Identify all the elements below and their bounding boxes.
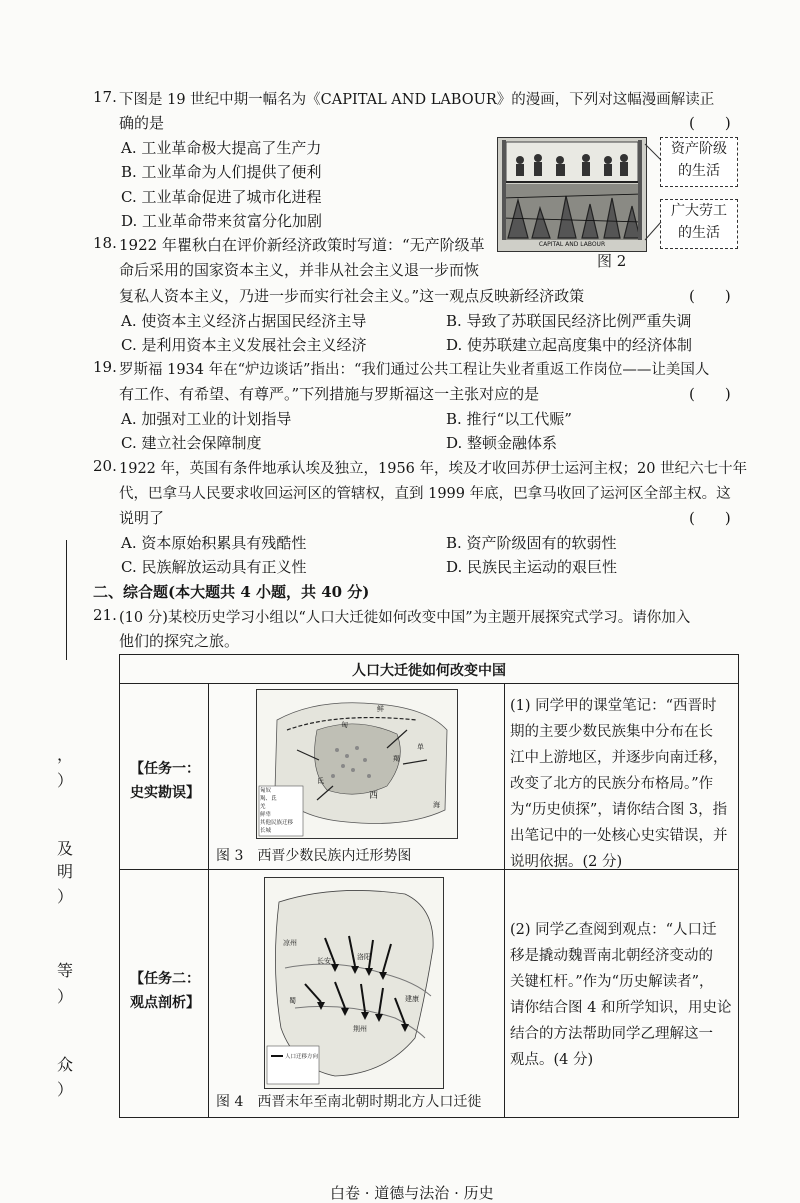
task1-label [130, 757, 200, 805]
map3-legend [260, 787, 293, 835]
subquestion1-line: 说明依据。(2 分) [510, 854, 623, 870]
q20-option-b: B. 资产阶级固有的软弱性 [446, 534, 617, 552]
q19-option-a: A. 加强对工业的计划指导 [121, 410, 292, 428]
margin-binding-line-top [66, 540, 67, 660]
map4-label: 洛阳 [357, 953, 371, 961]
map3-legend-item: 其他民族迁移 [260, 820, 294, 826]
subquestion1-line: 为“历史侦探”，请你结合图 3，指 [510, 802, 728, 818]
map3-label: 鲜 [377, 705, 384, 713]
subquestion1-line: 出笔记中的一处核心史实错误，并 [510, 828, 728, 844]
top-annotation-line2: 的生活 [678, 163, 720, 179]
q20-answer-paren: ( ) [689, 509, 731, 527]
figure2-annotation-connectors [644, 140, 662, 250]
q21-stem-line1: (10 分)某校历史学习小组以“人口大迁徙如何改变中国”为主题开展探究式学习。请你加入 [119, 610, 691, 626]
q20-stem-line2: 代，巴拿马人民要求收回运河区的管辖权，直到 1999 年底，巴拿马收回了运河区全部主权。这 [119, 486, 731, 502]
q17-option-a: A. 工业革命极大提高了生产力 [121, 139, 322, 157]
figure2-cartoon-caption: CAPITAL AND LABOUR [538, 241, 606, 248]
table-title: 人口大迁徙如何改变中国 [352, 663, 506, 679]
map3-label: 氐 [317, 777, 324, 785]
q18-answer-paren: ( ) [689, 287, 731, 305]
top-annotation-line1: 资产阶级 [671, 141, 727, 157]
figure4-caption: 图 4 西晋末年至南北朝时期北方人口迁徙 [216, 1094, 482, 1110]
q20-option-d: D. 民族民主运动的艰巨性 [446, 558, 618, 576]
margin-char: 众 [57, 1055, 74, 1074]
map3-legend-item: 鲜卑 [260, 812, 272, 818]
q19-option-c: C. 建立社会保障制度 [121, 434, 262, 452]
section2-heading: 二、综合题(本大题共 4 小题，共 40 分) [93, 583, 370, 601]
q20-number: 20. [93, 457, 117, 475]
map3-label: 海 [433, 801, 440, 809]
margin-char: ） [57, 771, 74, 790]
bottom-annotation-line2: 的生活 [678, 225, 720, 241]
map4-label: 长安 [317, 957, 331, 965]
q21-number: 21. [93, 606, 117, 624]
subquestion2-line: 结合的方法帮助同学乙理解这一 [510, 1026, 713, 1042]
q17-answer-paren: ( ) [689, 114, 731, 132]
map3-legend-item: 长城 [260, 828, 272, 834]
map4-label: 凉州 [283, 939, 297, 947]
q19-number: 19. [93, 358, 117, 376]
margin-char: ） [57, 887, 74, 906]
subquestion1-line: 期的主要少数民族集中分布在长 [510, 724, 713, 740]
q18-option-c: C. 是利用资本主义发展社会主义经济 [121, 336, 367, 354]
q17-stem-line1: 下图是 19 世纪中期一幅名为《CAPITAL AND LABOUR》的漫画，下列对这幅漫画解读正 [119, 92, 715, 108]
subquestion2-line: 移是撬动魏晋南北朝经济变动的 [510, 948, 713, 964]
margin-char: ， [57, 745, 74, 764]
q19-stem-line2: 有工作、有希望、有尊严。”下列措施与罗斯福这一主张对应的是 [119, 385, 540, 403]
q21-table [119, 654, 739, 1118]
map3-legend-item: 羯、氐 [260, 796, 277, 802]
margin-char: ） [57, 1080, 74, 1099]
margin-char: 等 [57, 961, 74, 980]
subquestion2-line: 请你结合图 4 和所学知识，用史论 [510, 1000, 732, 1016]
figure3-caption: 图 3 西晋少数民族内迁形势图 [216, 848, 412, 864]
figure4-map [264, 877, 444, 1089]
q18-stem-line3: 复私人资本主义，乃进一步而实行社会主义。”这一观点反映新经济政策 [119, 287, 585, 305]
map3-legend-item: 匈奴 [260, 788, 272, 794]
q19-option-d: D. 整顿金融体系 [446, 434, 558, 452]
subquestion1-line: (1) 同学甲的课堂笔记：“西晋时 [510, 698, 717, 714]
figure3-map [256, 689, 458, 839]
q18-option-a: A. 使资本主义经济占据国民经济主导 [121, 312, 367, 330]
q21-subquestion1 [510, 693, 734, 875]
figure2-bottom-annotation [660, 199, 738, 249]
task2-label-line1: 【任务二： [130, 971, 200, 987]
task2-label-line2: 观点剖析】 [130, 995, 200, 1011]
margin-char: ） [57, 987, 74, 1006]
page-footer: 白卷 · 道德与法治 · 历史 [330, 1184, 494, 1202]
q20-option-c: C. 民族解放运动具有正义性 [121, 558, 307, 576]
map4-label: 荆州 [353, 1025, 367, 1033]
map4-legend: 人口迁移方向 [285, 1054, 319, 1060]
q18-stem-line1: 1922 年瞿秋白在评价新经济政策时写道：“无产阶级革 [119, 236, 485, 254]
q21-subquestion2 [510, 917, 734, 1073]
map3-legend-item: 羌 [260, 804, 266, 810]
q17-option-c: C. 工业革命促进了城市化进程 [121, 188, 322, 206]
map3-label: 西 [369, 791, 379, 801]
q18-option-d: D. 使苏联建立起高度集中的经济体制 [446, 336, 693, 354]
map3-label: 羯 [393, 755, 400, 763]
q18-stem-line2: 命后采用的国家资本主义，并非从社会主义退一步而恢 [119, 261, 480, 279]
subquestion2-line: 关键杠杆。”作为“历史解读者”， [510, 974, 714, 990]
subquestion2-line: (2) 同学乙查阅到观点：“人口迁 [510, 922, 717, 938]
q17-option-b: B. 工业革命为人们提供了便利 [121, 163, 322, 181]
figure2-top-annotation [660, 137, 738, 187]
figure2-cartoon-image [497, 137, 647, 252]
map4-label: 建康 [405, 995, 419, 1003]
q20-option-a: A. 资本原始积累具有残酷性 [121, 534, 307, 552]
task1-label-line2: 史实勘误】 [130, 785, 200, 801]
q20-stem-line3: 说明了 [119, 509, 165, 527]
q19-stem-line1: 罗斯福 1934 年在“炉边谈话”指出：“我们通过公共工程让失业者重返工作岗位——让美国人 [119, 362, 710, 378]
map4-label: 蜀 [289, 997, 296, 1005]
figure2-label: 图 2 [597, 252, 627, 270]
q18-number: 18. [93, 234, 117, 252]
q20-stem-line1: 1922 年，英国有条件地承认埃及独立，1956 年，埃及才收回苏伊士运河主权；20 世纪六七十年 [119, 461, 748, 477]
map3-label: 单 [417, 743, 424, 751]
q19-answer-paren: ( ) [689, 385, 731, 403]
q17-stem-line2: 确的是 [119, 114, 165, 132]
margin-char: 及 [57, 839, 74, 858]
bottom-annotation-line1: 广大劳工 [671, 203, 727, 219]
subquestion1-line: 江中上游地区，并逐步向南迁移， [510, 750, 728, 766]
map3-label: 匈 [341, 721, 348, 729]
subquestion1-line: 改变了北方的民族分布格局。”作 [510, 776, 714, 792]
task2-label [130, 967, 200, 1015]
subquestion2-line: 观点。(4 分) [510, 1052, 594, 1068]
q17-number: 17. [93, 88, 117, 106]
margin-char: 明 [57, 862, 74, 881]
q21-stem-line2: 他们的探究之旅。 [119, 632, 240, 650]
task1-label-line1: 【任务一： [130, 761, 200, 777]
q17-option-d: D. 工业革命带来贫富分化加剧 [121, 212, 323, 230]
q18-option-b: B. 导致了苏联国民经济比例严重失调 [446, 312, 692, 330]
q19-option-b: B. 推行“以工代赈” [446, 410, 572, 428]
